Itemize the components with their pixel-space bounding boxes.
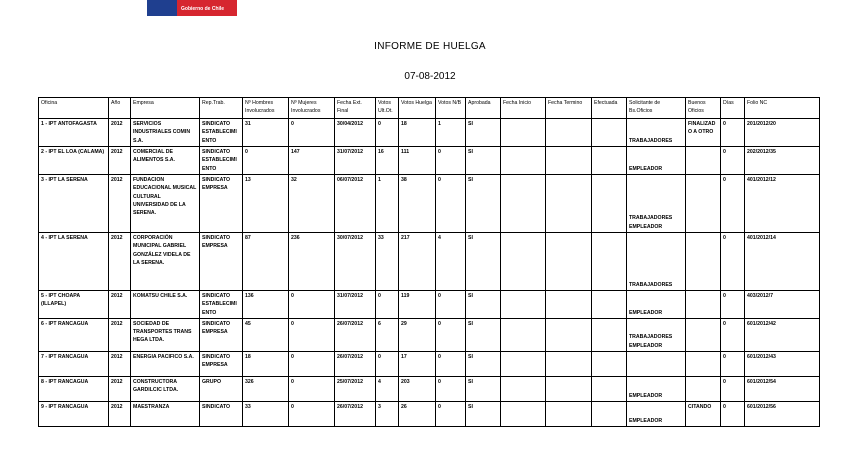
cell-mujeres: 32 xyxy=(289,174,335,232)
cell-dias: 0 xyxy=(721,174,745,232)
column-header: Votos N/B xyxy=(436,98,466,119)
cell-efectuada xyxy=(592,376,627,401)
cell-fecha: 30/04/2012 xyxy=(335,119,376,147)
cell-solicitante: TRABAJADORES xyxy=(627,119,686,147)
cell-rep: SINDICATO EMPRESA xyxy=(200,318,243,351)
cell-mujeres: 0 xyxy=(289,376,335,401)
cell-huelga: 111 xyxy=(399,146,436,174)
cell-buenos xyxy=(686,376,721,401)
cell-mujeres: 0 xyxy=(289,318,335,351)
cell-huelga: 18 xyxy=(399,119,436,147)
cell-solicitante: EMPLEADOR xyxy=(627,401,686,426)
cell-empresa: SOCIEDAD DE TRANSPORTES TRANS HEGA LTDA. xyxy=(131,318,200,351)
cell-anio: 2012 xyxy=(109,290,131,318)
cell-dias: 0 xyxy=(721,119,745,147)
cell-solicitante: EMPLEADOR xyxy=(627,290,686,318)
cell-efectuada xyxy=(592,318,627,351)
cell-hombres: 136 xyxy=(243,290,289,318)
cell-inicio xyxy=(501,174,546,232)
column-header: Votos Huelga xyxy=(399,98,436,119)
cell-rep: SINDICATO ESTABLECIMIENTO xyxy=(200,290,243,318)
cell-termino xyxy=(546,376,592,401)
table-row xyxy=(39,146,820,174)
column-header: Oficina xyxy=(39,98,109,119)
cell-anio: 2012 xyxy=(109,351,131,376)
cell-empresa: CORPORACIÓN MUNICIPAL GABRIEL GONZÁLEZ VIDELA DE LA SERENA. xyxy=(131,232,200,290)
cell-rep: SINDICATO xyxy=(200,401,243,426)
cell-buenos: CITANDO xyxy=(686,401,721,426)
column-header: Fecha Inicio xyxy=(501,98,546,119)
cell-empresa: COMERCIAL DE ALIMENTOS S.A. xyxy=(131,146,200,174)
cell-folio: 601/2012/54 xyxy=(745,376,820,401)
cell-dias: 0 xyxy=(721,232,745,290)
cell-dias: 0 xyxy=(721,318,745,351)
cell-rep: SINDICATO EMPRESA xyxy=(200,232,243,290)
table-header-row xyxy=(39,98,820,119)
cell-efectuada xyxy=(592,146,627,174)
cell-nb: 0 xyxy=(436,146,466,174)
cell-inicio xyxy=(501,376,546,401)
logo-blue-block xyxy=(147,0,177,16)
cell-ult: 33 xyxy=(376,232,399,290)
cell-ult: 6 xyxy=(376,318,399,351)
cell-aprobada: SI xyxy=(466,119,501,147)
cell-rep: GRUPO xyxy=(200,376,243,401)
gobierno-logo xyxy=(147,0,237,16)
cell-efectuada xyxy=(592,401,627,426)
cell-efectuada xyxy=(592,290,627,318)
cell-hombres: 326 xyxy=(243,376,289,401)
cell-fecha: 31/07/2012 xyxy=(335,290,376,318)
report-title: INFORME DE HUELGA xyxy=(374,41,486,52)
cell-ult: 1 xyxy=(376,174,399,232)
cell-dias: 0 xyxy=(721,376,745,401)
cell-aprobada: SI xyxy=(466,174,501,232)
cell-termino xyxy=(546,401,592,426)
cell-nb: 0 xyxy=(436,174,466,232)
cell-mujeres: 0 xyxy=(289,119,335,147)
column-header: Año xyxy=(109,98,131,119)
cell-termino xyxy=(546,232,592,290)
cell-aprobada: SI xyxy=(466,290,501,318)
table-row xyxy=(39,401,820,426)
cell-hombres: 0 xyxy=(243,146,289,174)
cell-ult: 0 xyxy=(376,351,399,376)
cell-oficina: 3 - IPT LA SERENA xyxy=(39,174,109,232)
cell-nb: 0 xyxy=(436,318,466,351)
column-header: Empresa xyxy=(131,98,200,119)
cell-empresa: CONSTRUCTORA GARDILCIC LTDA. xyxy=(131,376,200,401)
column-header: Solicitante de Bs.Oficios xyxy=(627,98,686,119)
cell-termino xyxy=(546,174,592,232)
cell-buenos xyxy=(686,318,721,351)
cell-efectuada xyxy=(592,232,627,290)
cell-buenos xyxy=(686,174,721,232)
strike-report-table xyxy=(38,97,820,427)
cell-aprobada: SI xyxy=(466,146,501,174)
cell-huelga: 17 xyxy=(399,351,436,376)
cell-solicitante: EMPLEADOR xyxy=(627,376,686,401)
report-date: 07-08-2012 xyxy=(404,71,456,82)
cell-aprobada: SI xyxy=(466,351,501,376)
cell-folio: 601/2012/42 xyxy=(745,318,820,351)
cell-inicio xyxy=(501,401,546,426)
cell-buenos xyxy=(686,146,721,174)
cell-inicio xyxy=(501,232,546,290)
cell-inicio xyxy=(501,146,546,174)
cell-rep: SINDICATO ESTABLECIMIENTO xyxy=(200,146,243,174)
cell-mujeres: 0 xyxy=(289,401,335,426)
cell-oficina: 6 - IPT RANCAGUA xyxy=(39,318,109,351)
cell-termino xyxy=(546,290,592,318)
cell-fecha: 06/07/2012 xyxy=(335,174,376,232)
cell-hombres: 31 xyxy=(243,119,289,147)
cell-nb: 4 xyxy=(436,232,466,290)
cell-huelga: 119 xyxy=(399,290,436,318)
cell-nb: 0 xyxy=(436,376,466,401)
cell-termino xyxy=(546,318,592,351)
cell-termino xyxy=(546,146,592,174)
column-header: Nº Hombres Involucrados xyxy=(243,98,289,119)
table-row xyxy=(39,174,820,232)
cell-solicitante: TRABAJADORES xyxy=(627,232,686,290)
cell-ult: 3 xyxy=(376,401,399,426)
cell-hombres: 33 xyxy=(243,401,289,426)
column-header: Rep.Trab. xyxy=(200,98,243,119)
cell-huelga: 26 xyxy=(399,401,436,426)
cell-folio: 601/2012/56 xyxy=(745,401,820,426)
cell-huelga: 217 xyxy=(399,232,436,290)
cell-inicio xyxy=(501,351,546,376)
cell-oficina: 5 - IPT CHOAPA (ILLAPEL) xyxy=(39,290,109,318)
cell-anio: 2012 xyxy=(109,318,131,351)
cell-anio: 2012 xyxy=(109,376,131,401)
cell-hombres: 13 xyxy=(243,174,289,232)
cell-hombres: 87 xyxy=(243,232,289,290)
cell-buenos xyxy=(686,232,721,290)
cell-huelga: 38 xyxy=(399,174,436,232)
cell-efectuada xyxy=(592,174,627,232)
cell-aprobada: SI xyxy=(466,376,501,401)
cell-buenos: FINALIZADO A OTRO xyxy=(686,119,721,147)
cell-anio: 2012 xyxy=(109,232,131,290)
cell-fecha: 26/07/2012 xyxy=(335,318,376,351)
cell-folio: 601/2012/43 xyxy=(745,351,820,376)
cell-fecha: 25/07/2012 xyxy=(335,376,376,401)
cell-nb: 1 xyxy=(436,119,466,147)
cell-buenos xyxy=(686,290,721,318)
cell-hombres: 18 xyxy=(243,351,289,376)
cell-empresa: MAESTRANZA xyxy=(131,401,200,426)
logo-text: Gobierno de Chile xyxy=(177,0,237,16)
cell-dias: 0 xyxy=(721,351,745,376)
column-header: Fecha Ext. Final xyxy=(335,98,376,119)
cell-inicio xyxy=(501,318,546,351)
cell-hombres: 45 xyxy=(243,318,289,351)
cell-termino xyxy=(546,351,592,376)
cell-fecha: 26/07/2012 xyxy=(335,401,376,426)
cell-aprobada: SI xyxy=(466,401,501,426)
cell-anio: 2012 xyxy=(109,146,131,174)
cell-solicitante: EMPLEADOR xyxy=(627,146,686,174)
cell-mujeres: 0 xyxy=(289,290,335,318)
cell-dias: 0 xyxy=(721,146,745,174)
cell-anio: 2012 xyxy=(109,174,131,232)
column-header: Folio NC xyxy=(745,98,820,119)
column-header: Días xyxy=(721,98,745,119)
cell-oficina: 1 - IPT ANTOFAGASTA xyxy=(39,119,109,147)
table-row xyxy=(39,232,820,290)
cell-empresa: SERVICIOS INDUSTRIALES COMIN S.A. xyxy=(131,119,200,147)
cell-rep: SINDICATO ESTABLECIMIENTO xyxy=(200,119,243,147)
cell-dias: 0 xyxy=(721,401,745,426)
cell-fecha: 26/07/2012 xyxy=(335,351,376,376)
cell-folio: 201/2012/20 xyxy=(745,119,820,147)
cell-oficina: 8 - IPT RANCAGUA xyxy=(39,376,109,401)
cell-solicitante xyxy=(627,351,686,376)
column-header: Efectuada xyxy=(592,98,627,119)
table-row xyxy=(39,290,820,318)
table-row xyxy=(39,318,820,351)
table-row xyxy=(39,376,820,401)
column-header: Fecha Termino xyxy=(546,98,592,119)
cell-rep: SINDICATO EMPRESA xyxy=(200,351,243,376)
cell-nb: 0 xyxy=(436,351,466,376)
cell-solicitante: TRABAJADORES EMPLEADOR xyxy=(627,318,686,351)
cell-nb: 0 xyxy=(436,290,466,318)
cell-mujeres: 147 xyxy=(289,146,335,174)
cell-efectuada xyxy=(592,351,627,376)
cell-anio: 2012 xyxy=(109,401,131,426)
cell-efectuada xyxy=(592,119,627,147)
cell-huelga: 29 xyxy=(399,318,436,351)
table-row xyxy=(39,351,820,376)
column-header: Votos Ult.Ot. xyxy=(376,98,399,119)
table-row xyxy=(39,119,820,147)
cell-fecha: 30/07/2012 xyxy=(335,232,376,290)
cell-empresa: ENERGIA PACIFICO S.A. xyxy=(131,351,200,376)
cell-buenos xyxy=(686,351,721,376)
cell-folio: 202/2012/35 xyxy=(745,146,820,174)
cell-rep: SINDICATO EMPRESA xyxy=(200,174,243,232)
cell-anio: 2012 xyxy=(109,119,131,147)
cell-folio: 401/2012/14 xyxy=(745,232,820,290)
cell-folio: 401/2012/12 xyxy=(745,174,820,232)
cell-ult: 16 xyxy=(376,146,399,174)
column-header: Nº Mujeres Involucrados xyxy=(289,98,335,119)
cell-dias: 0 xyxy=(721,290,745,318)
cell-aprobada: SI xyxy=(466,232,501,290)
cell-ult: 0 xyxy=(376,119,399,147)
cell-inicio xyxy=(501,119,546,147)
column-header: Aprobada xyxy=(466,98,501,119)
cell-mujeres: 236 xyxy=(289,232,335,290)
cell-empresa: KOMATSU CHILE S.A. xyxy=(131,290,200,318)
cell-ult: 4 xyxy=(376,376,399,401)
cell-termino xyxy=(546,119,592,147)
column-header: Buenos Oficios xyxy=(686,98,721,119)
cell-oficina: 9 - IPT RANCAGUA xyxy=(39,401,109,426)
cell-oficina: 7 - IPT RANCAGUA xyxy=(39,351,109,376)
cell-ult: 0 xyxy=(376,290,399,318)
cell-fecha: 31/07/2012 xyxy=(335,146,376,174)
cell-mujeres: 0 xyxy=(289,351,335,376)
cell-nb: 0 xyxy=(436,401,466,426)
cell-huelga: 203 xyxy=(399,376,436,401)
cell-solicitante: TRABAJADORES EMPLEADOR xyxy=(627,174,686,232)
cell-folio: 403/2012/7 xyxy=(745,290,820,318)
cell-empresa: FUNDACION EDUCACIONAL MUSICAL CULTURAL UNIVERSIDAD DE LA SERENA. xyxy=(131,174,200,232)
cell-oficina: 4 - IPT LA SERENA xyxy=(39,232,109,290)
cell-inicio xyxy=(501,290,546,318)
cell-aprobada: SI xyxy=(466,318,501,351)
cell-oficina: 2 - IPT EL LOA (CALAMA) xyxy=(39,146,109,174)
